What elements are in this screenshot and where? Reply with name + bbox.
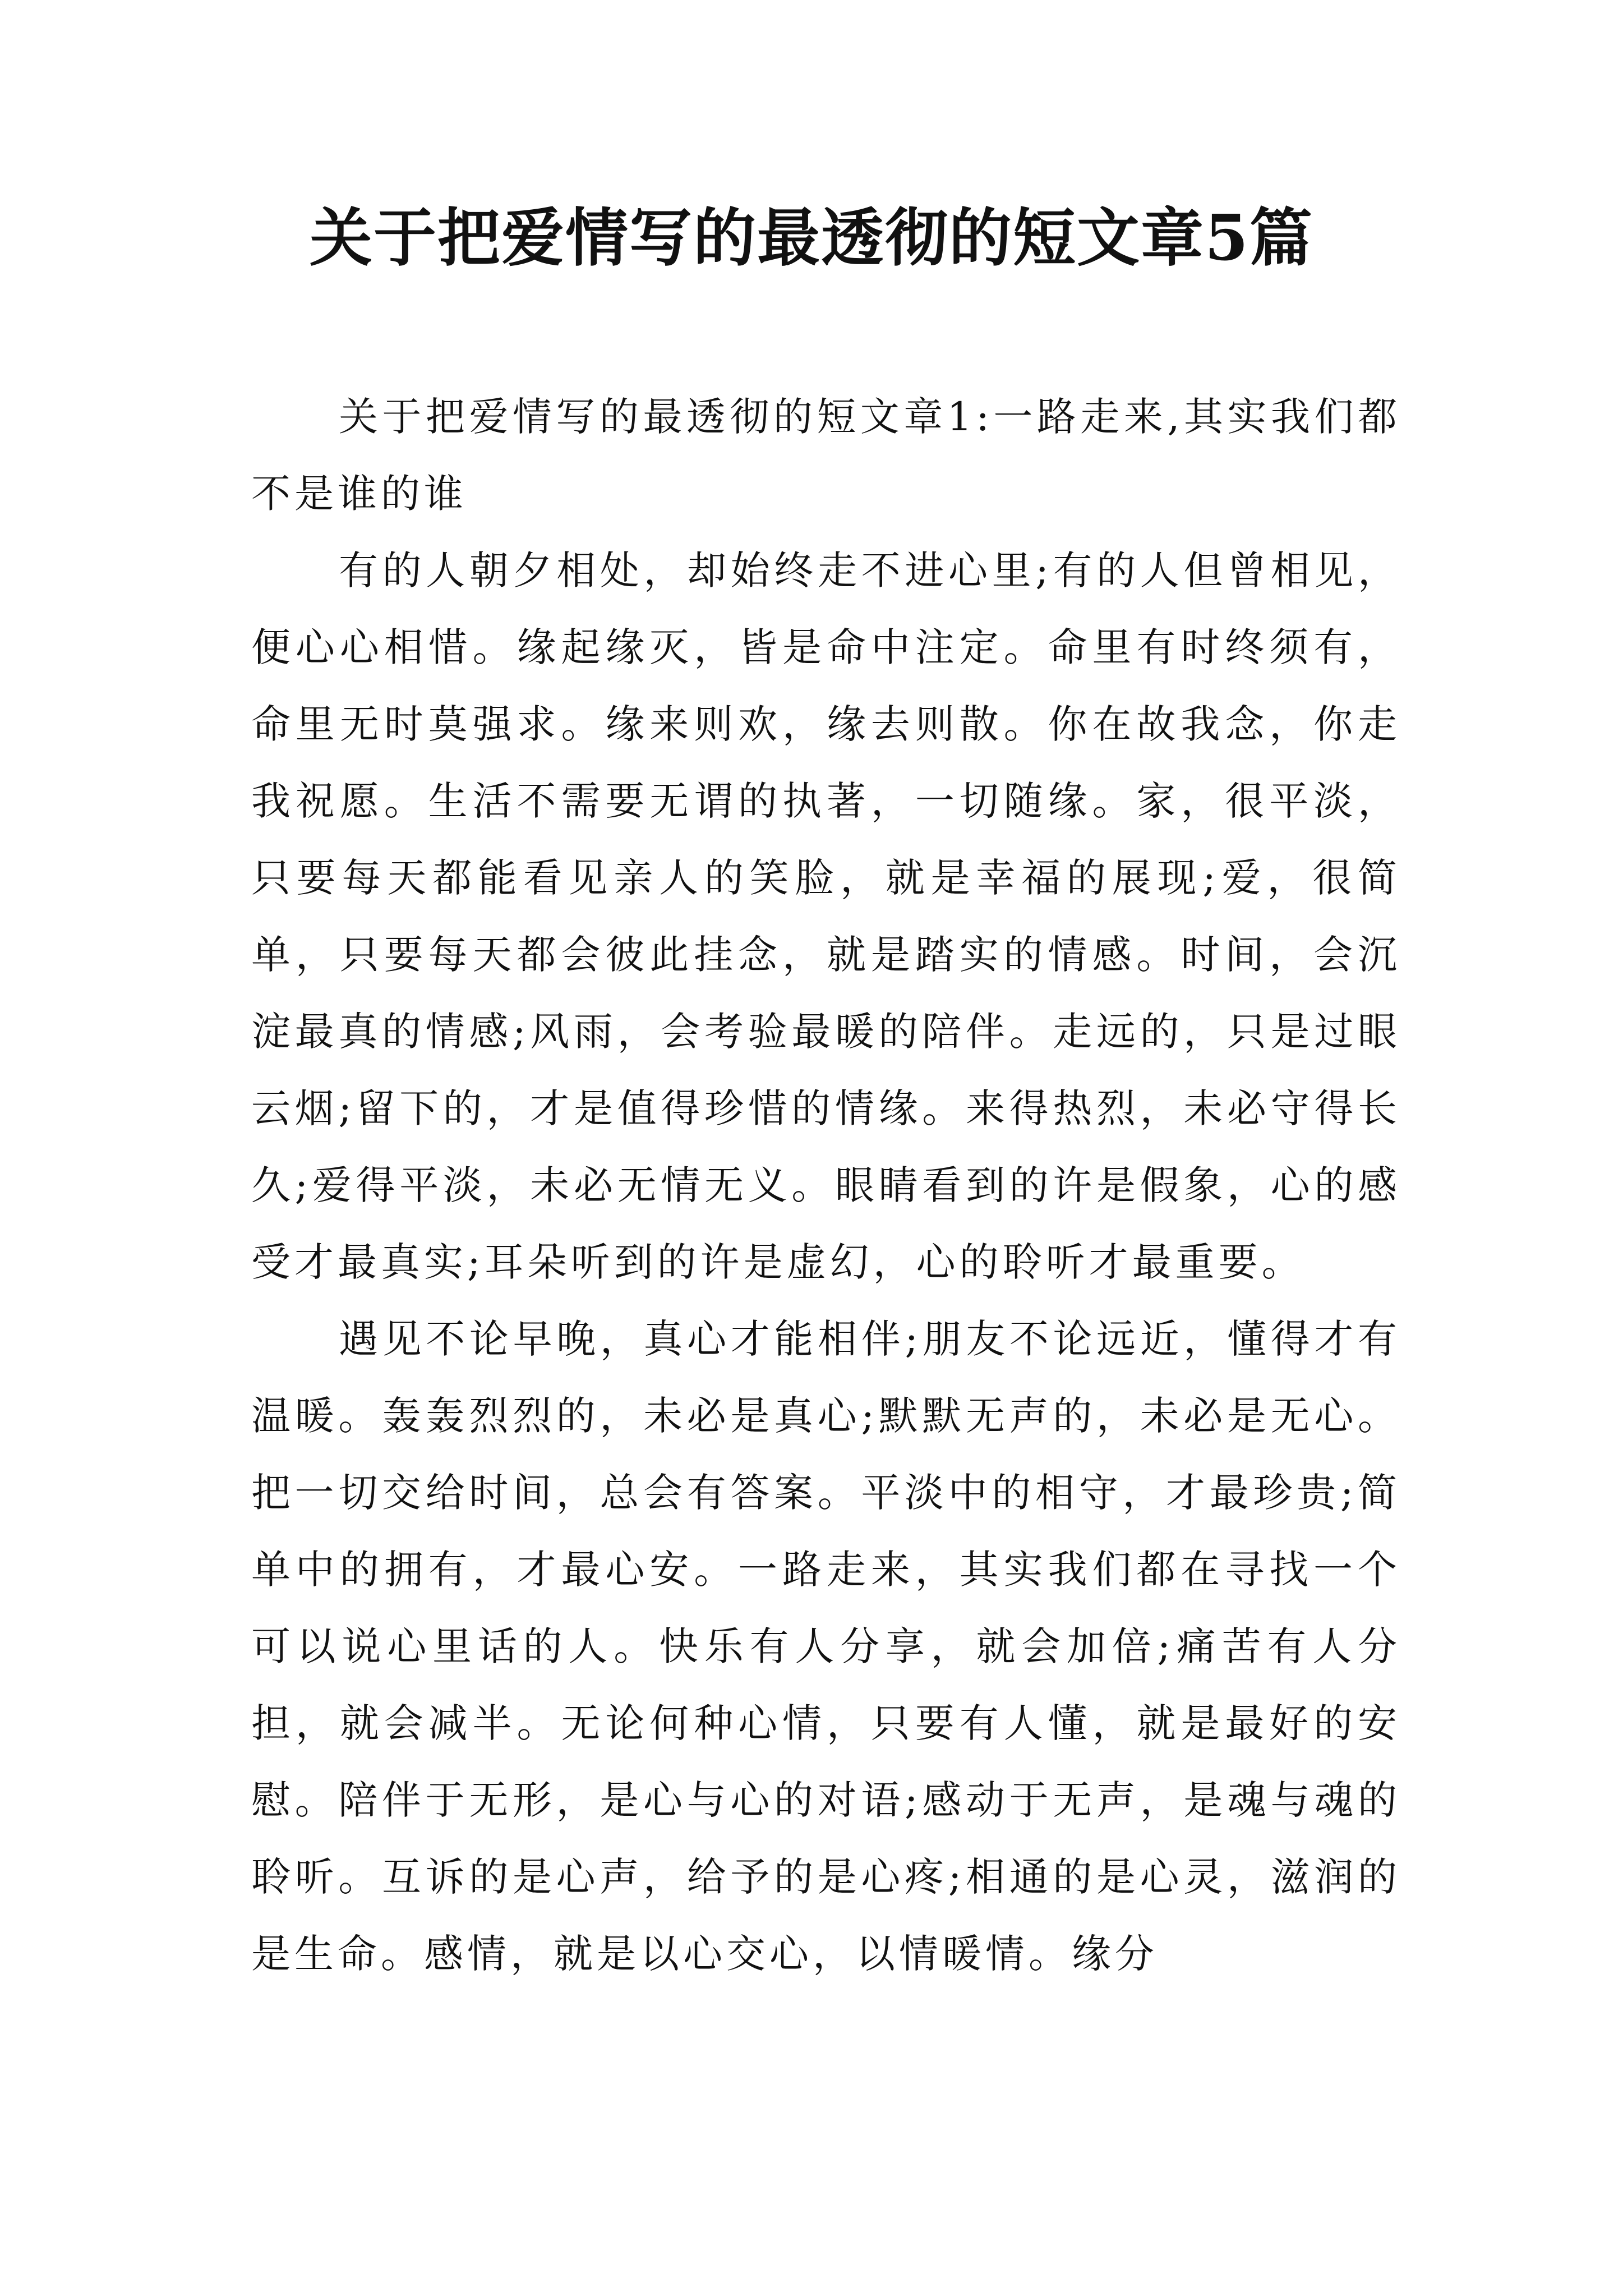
document-title: 关于把爱情写的最透彻的短文章5篇: [310, 201, 1313, 275]
document-body: [251, 379, 1401, 1993]
paragraph-heading: 关于把爱情写的最透彻的短文章1:一路走来,其实我们都不是谁的谁: [251, 394, 1401, 517]
paragraph: 有的人朝夕相处，却始终走不进心里;有的人但曾相见，便心心相惜。缘起缘灭，皆是命中注定。命里有时终须有，命里无时莫强求。缘来则欢，缘去则散。你在故我念，你走我祝愿。生活不需要无谓的执著，一切随缘。家，很平淡，只要每天都能看见亲人的笑脸，就是幸福的展现;爱，很简单，只要每天都会彼此挂念，就是踏实的情感。时间，会沉淀最真的情感;风雨，会考验最暖的陪伴。走远的，只是过眼云烟;留下的，才是值得珍惜的情缘。来得热烈，未必守得长久;爱得平淡，未必无情无义。眼睛看到的许是假象，心的感受才最真实;耳朵听到的许是虚幻，心的聆听才最重要。: [251, 547, 1401, 1285]
paragraph: 遇见不论早晚，真心才能相伴;朋友不论远近，懂得才有温暖。轰轰烈烈的，未必是真心;默默无声的，未必是无心。把一切交给时间，总会有答案。平淡中的相守，才最珍贵;简单中的拥有，才最心安。一路走来，其实我们都在寻找一个可以说心里话的人。快乐有人分享，就会加倍;痛苦有人分担，就会减半。无论何种心情，只要有人懂，就是最好的安慰。陪伴于无形，是心与心的对语;感动于无声，是魂与魂的聆听。互诉的是心声，给予的是心疼;相通的是心灵，滋润的是生命。感情，就是以心交心，以情暖情。缘分: [251, 1316, 1401, 1977]
